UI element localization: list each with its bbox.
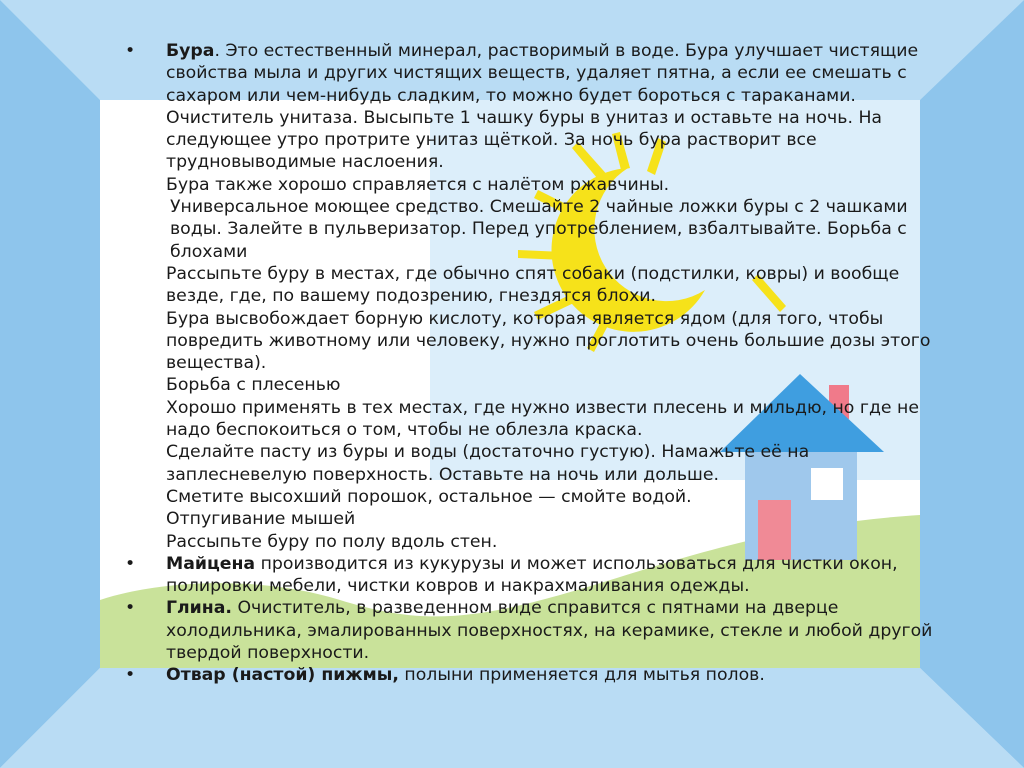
mold-heading: Борьба с плесенью [166, 375, 341, 396]
bullet-list [125, 40, 955, 687]
maizena-title: Майцена [166, 553, 256, 574]
mice-heading: Отпугивание мышей [166, 509, 356, 530]
bullet-item-bura [125, 40, 955, 553]
bura-intro [166, 40, 955, 107]
bullet-item-tansy [125, 664, 955, 686]
slide-text [125, 40, 955, 687]
clay-title: Глина. [166, 598, 232, 619]
tansy-text [166, 664, 955, 686]
frame-left [0, 0, 100, 768]
rust-text: Бура также хорошо справляется с налётом ржавчины. [166, 174, 670, 195]
maizena-text [166, 553, 955, 598]
boric-acid-text: Бура высвобождает борную кислоту, которая является ядом (для того, чтобы повредить животному или человеку, нужно проглотить очень большие дозы этого вещества). [166, 308, 931, 374]
mold-text: Хорошо применять в тех местах, где нужно извести плесень и мильдю, но где не надо беспокоиться о том, чтобы не облезла краска. [166, 397, 919, 441]
bullet-icon: • [125, 665, 136, 686]
bura-title: Бура [166, 41, 215, 61]
sweep-text: Сметите высохший порошок, остальное — смойте водой. [166, 486, 692, 507]
paste-text: Сделайте пасту из буры и воды (достаточно густую). Намажьте её на заплесневелую поверхность. Оставьте на ночь или дольше. [166, 442, 810, 485]
tansy-title: Отвар (настой) пижмы, [166, 665, 399, 686]
clay-text [166, 597, 955, 664]
mice-text: Рассыпьте буру по полу вдоль стен. [166, 531, 498, 552]
maizena-body: производится из кукурузы и может использоваться для чистки окон, полировки мебели, чистки ковров и накрахмаливания одежды. [166, 553, 898, 597]
clay-body: Очиститель, в разведенном виде справится с пятнами на дверце холодильника, эмалированных поверхностях, на керамике, стекле и любой другой твердой поверхности. [166, 598, 933, 664]
bura-intro-text: . Это естественный минерал, растворимый в воде. Бура улучшает чистящие свойства мыла и других чистящих веществ, удаляет пятна, а если ее смешать с сахаром или чем-нибудь сладким, то можно будет бороться с тараканами. [166, 41, 919, 106]
bullet-icon: • [125, 41, 136, 61]
flea-text: Рассыпьте буру в местах, где обычно спят собаки (подстилки, ковры) и вообще везде, где, по вашему подозрению, гнездятся блохи. [166, 263, 900, 307]
toilet-cleaner-text: Очиститель унитаза. Высыпьте 1 чашку буры в унитаз и оставьте на ночь. На следующее утро протрите унитаз щёткой. За ночь бура растворит все трудновыводимые наслоения. [166, 107, 883, 173]
bullet-item-maizena [125, 553, 955, 598]
bullet-item-clay [125, 597, 955, 664]
tansy-body: полыни применяется для мытья полов. [398, 665, 765, 686]
universal-cleaner-text: Универсальное моющее средство. Смешайте 2 чайные ложки буры с 2 чашками воды. Залейте в пульверизатор. Перед употреблением, взбалтывайте. Борьба с блохами [170, 197, 908, 262]
bullet-icon: • [125, 553, 136, 574]
bullet-icon: • [125, 598, 136, 619]
